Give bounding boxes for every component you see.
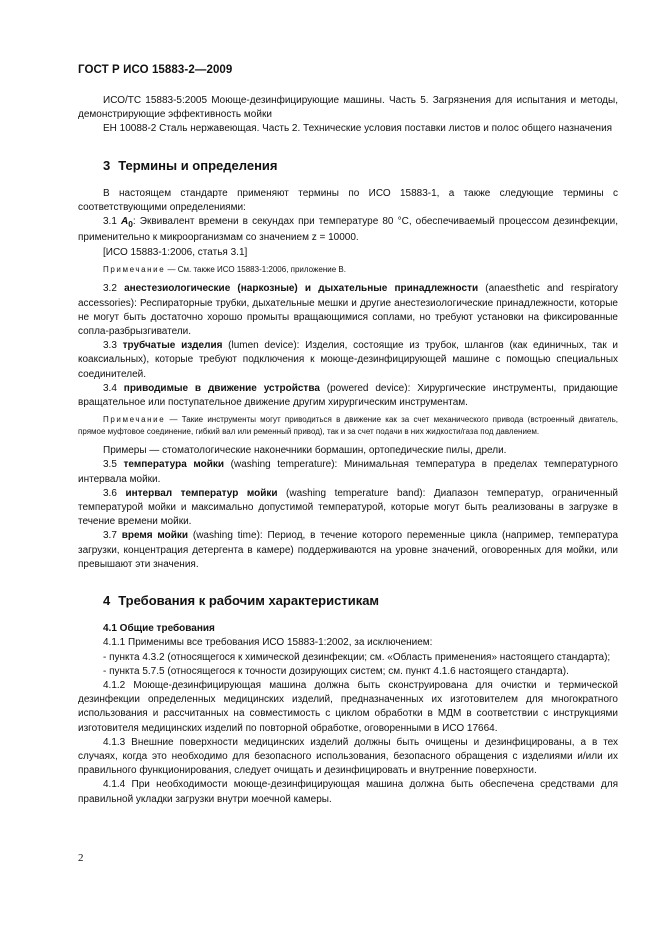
para-4-1-4: 4.1.4 При необходимости моюще-дезинфицирующая машина должна быть обеспечена средствами для правильной укладки загрузки внутри моечной камеры. [78,779,618,805]
note-label: Примечание [103,264,166,274]
note-label: Примечание [103,415,166,425]
term-number: 3.3 [103,340,117,352]
para-4-1-2: 4.1.2 Моюще-дезинфицирующая машина должна быть сконструирована для очистки и термической дезинфекции определенных медицинских изделий, предназначенных их изготовителем для многократного использования и рассчитанных на совместимость с циклом обработки в МДМ в соответствии с инструкциями изготовителя медицинских изделий по повторной обработке, оговоренными в ИСО 17664. [78,680,618,734]
note-text: — См. также ИСО 15883-1:2006, приложение В. [165,264,346,274]
term-name: анестезиологические (наркозные) и дыхательные принадлежности [124,283,479,295]
reference-iso-ts-15883-5: ИСО/ТС 15883-5:2005 Моюще-дезинфицирующие машины. Часть 5. Загрязнения для испытания и методы, демонстрирующие эффективность мойки [78,95,618,121]
note-1 [78,264,618,276]
term-definition: (powered device): Хирургические инструменты, придающие вращательное или поступательное движение другим хирургическим инструментам. [78,382,618,408]
term-definition: (washing temperature): Минимальная температура в пределах температурного интервала мойки. [78,459,618,485]
para-4-1-1: 4.1.1 Применимы все требования ИСО 15883-1:2002, за исключением: [103,637,433,649]
document-header: ГОСТ Р ИСО 15883-2—2009 [78,64,233,76]
term-name: интервал температур мойки [125,487,278,499]
section-number: 4 [103,592,111,608]
examples: Примеры — стоматологические наконечники бормашин, ортопедические пилы, дрели. [103,445,507,457]
term-definition: (lumen device): Изделия, состоящие из трубок, шлангов (как единичных, так и коаксиальных), которые требуют подключения к моюще-дезинфицирующей машине с помощью специальных соединителей. [78,340,618,380]
para-4-1-3: 4.1.3 Внешние поверхности медицинских изделий должны быть очищены и дезинфицированы, а в тех случаях, когда это необходимо для безопасного использования, безопасного обращения с изделиями и/или их правильного функционирования, следует очищать и дезинфицировать и внутренние поверхности. [78,736,618,777]
term-3-4 [78,382,618,410]
term-3-3 [78,339,618,382]
note-text: — Такие инструменты могут приводиться в движение как за счет механического привода (встроенный двигатель, прямое муфтовое соединение, гибкий вал или ременный привод), так и за счет подачи в них жидкости/газа под давлением. [78,415,618,436]
term-name: приводимые в движение устройства [123,382,320,394]
term-3-7 [78,529,618,572]
term-number: 3.4 [103,382,117,394]
term-name: время мойки [121,530,189,542]
section-title: Термины и определения [118,157,278,173]
section-4-heading [103,594,618,608]
term-definition: : Эквивалент времени в секундах при температуре 80 °С, обеспечиваемый процессом дезинфекции, применительно к микроорганизмам со значением z = 10000. [78,216,619,244]
term-a0-symbol: A [121,216,129,228]
page-number: 2 [78,852,84,864]
term-number: 3.5 [103,459,117,471]
section-3-intro: В настоящем стандарте применяют термины по ИСО 15883-1, а также следующие термины с соответствующими определениями: [78,187,618,214]
term-number: 3.1 [103,216,117,228]
term-definition: (washing time): Период, в течение которого переменные цикла (например, температура загрузки, концентрация детергента в камере) поддерживаются на уровне значений, оговоренных для мойки, или превышают эти значения. [78,530,619,570]
reference-en-10088-2: ЕН 10088-2 Сталь нержавеющая. Часть 2. Технические условия поставки листов и полос общего назначения [103,123,613,135]
term-number: 3.7 [103,530,117,542]
term-number: 3.6 [103,487,117,499]
subsection-title: 4.1 Общие требования [103,623,215,635]
term-number: 3.2 [103,283,117,295]
term-3-1-source: [ИСО 15883-1:2006, статья 3.1] [103,246,248,258]
page-content [78,94,618,807]
term-3-6 [78,487,618,530]
term-name: температура мойки [123,459,225,471]
section-number: 3 [103,157,111,173]
term-definition: (washing temperature band): Диапазон температур, ограниченный температурой мойки и максимально допустимой температурой, которые могут быть реализованы в загрузке в течение времени мойки. [78,487,618,528]
term-3-1 [78,215,618,245]
term-definition: (anaesthetic and respiratory accessories): Респираторные трубки, дыхательные мешки и другие анестезиологические принадлежности, которые не могут быть достаточно хорошо промыты вращающимися соплами, но требуют установки на фиксированные сопла-разбрызгиватели. [78,283,619,337]
term-3-2 [78,282,618,339]
term-a0-subscript: 0 [128,219,133,230]
section-title: Требования к рабочим характеристикам [118,592,380,608]
term-name: трубчатые изделия [122,340,223,352]
para-4-1-1-item-a: - пункта 4.3.2 (относящегося к химической дезинфекции; см. «Область применения» настоящего стандарта); [103,651,611,663]
para-4-1-1-item-b: - пункта 5.7.5 (относящегося к точности дозирующих систем; см. пункт 4.1.6 настоящего стандарта). [103,665,569,677]
section-3-heading [103,159,618,173]
term-3-5 [78,458,618,486]
subsection-4-1-heading [78,622,618,636]
note-2 [78,414,618,437]
